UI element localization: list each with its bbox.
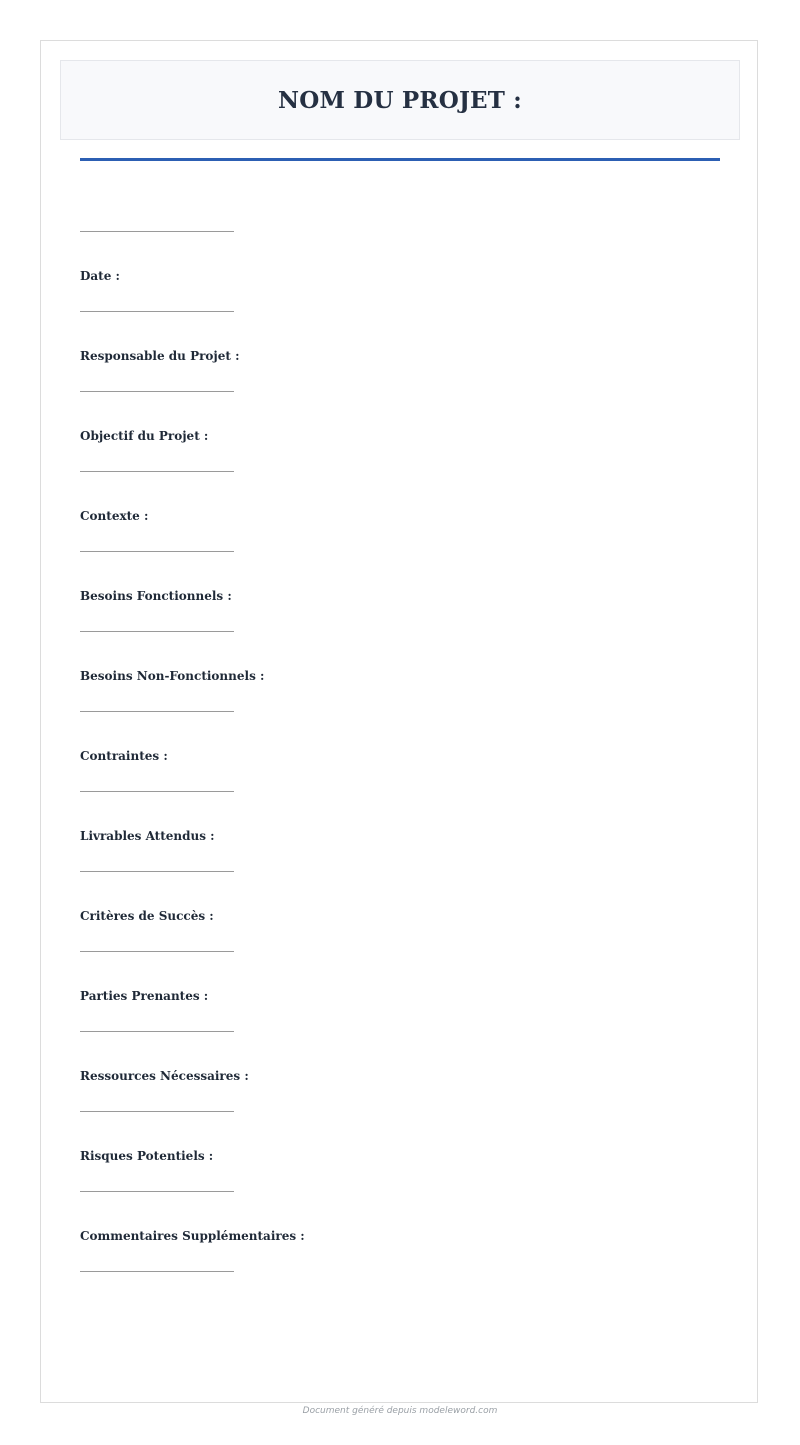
field-label: Livrables Attendus : <box>80 829 215 843</box>
answer-line[interactable] <box>80 1111 234 1112</box>
answer-line[interactable] <box>80 391 234 392</box>
answer-line[interactable] <box>80 711 234 712</box>
answer-line[interactable] <box>80 1031 234 1032</box>
page-title: NOM DU PROJET : <box>277 86 522 114</box>
title-accent-rule <box>80 158 720 161</box>
answer-line[interactable] <box>80 231 234 232</box>
field-label: Objectif du Projet : <box>80 429 209 443</box>
field-label: Responsable du Projet : <box>80 349 240 363</box>
field-label: Ressources Nécessaires : <box>80 1069 249 1083</box>
field-label: Critères de Succès : <box>80 909 214 923</box>
answer-line[interactable] <box>80 471 234 472</box>
answer-line[interactable] <box>80 551 234 552</box>
field-label: Besoins Fonctionnels : <box>80 589 232 603</box>
title-banner <box>60 60 740 140</box>
answer-line[interactable] <box>80 631 234 632</box>
field-label: Contexte : <box>80 509 149 523</box>
answer-line[interactable] <box>80 311 234 312</box>
field-label: Risques Potentiels : <box>80 1149 214 1163</box>
answer-line[interactable] <box>80 791 234 792</box>
field-label: Contraintes : <box>80 749 168 763</box>
answer-line[interactable] <box>80 1191 234 1192</box>
answer-line[interactable] <box>80 951 234 952</box>
field-label: Date : <box>80 269 120 283</box>
answer-line[interactable] <box>80 1271 234 1272</box>
answer-line[interactable] <box>80 871 234 872</box>
footer-credit: Document généré depuis modeleword.com <box>302 1406 498 1416</box>
field-label: Commentaires Supplémentaires : <box>80 1229 305 1243</box>
field-label: Parties Prenantes : <box>80 989 209 1003</box>
field-label: Besoins Non-Fonctionnels : <box>80 669 265 683</box>
document-page <box>40 40 758 1403</box>
